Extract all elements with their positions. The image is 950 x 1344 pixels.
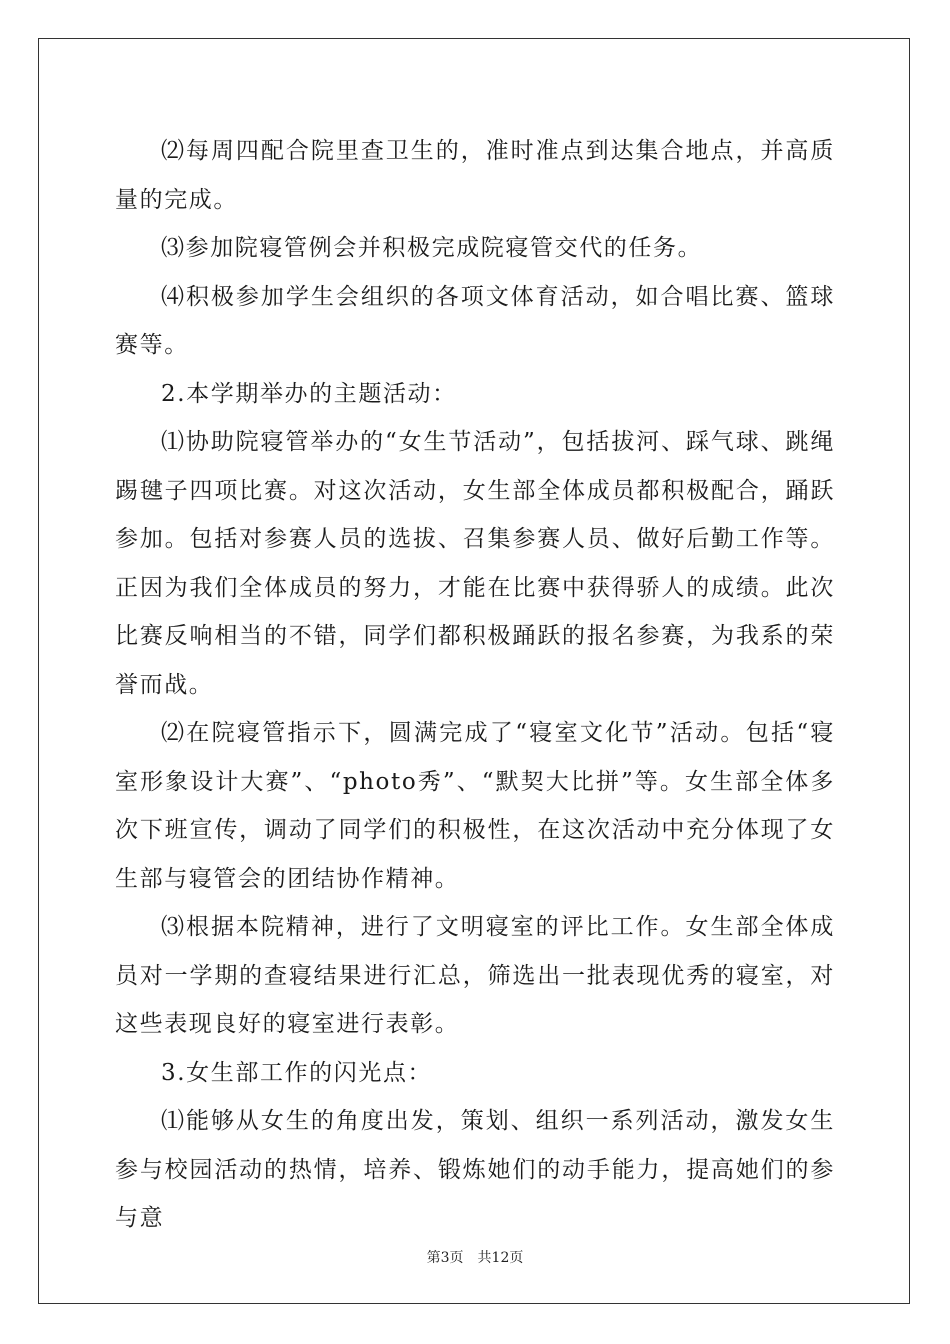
paragraph: ⑴协助院寝管举办的“女生节活动”，包括拔河、踩气球、跳绳踢毽子四项比赛。对这次活动，女生部全体成员都积极配合，踊跃参加。包括对参赛人员的选拔、召集参赛人员、做好后勤工作等。正因为我们全体成员的努力，才能在比赛中获得骄人的成绩。此次比赛反响相当的不错，同学们都积极踊跃的报名参赛，为我系的荣誉而战。 xyxy=(115,429,835,698)
paragraph: ⑷积极参加学生会组织的各项文体育活动，如合唱比赛、篮球赛等。 xyxy=(115,283,835,358)
page-total: 共12页 xyxy=(477,1250,524,1266)
section-heading: 2.本学期举办的主题活动： xyxy=(161,380,457,407)
document-body xyxy=(115,127,835,1243)
paragraph: ⑵每周四配合院里查卫生的，准时准点到达集合地点，并高质量的完成。 xyxy=(115,138,835,213)
page-number: 第3页 xyxy=(426,1250,464,1266)
paragraph: ⑵在院寝管指示下，圆满完成了“寝室文化节”活动。包括“寝室形象设计大赛”、“photo秀”、“默契大比拼”等。女生部全体多次下班宣传，调动了同学们的积极性，在这次活动中充分体现了女生部与寝管会的团结协作精神。 xyxy=(115,720,835,892)
section-heading: 3.女生部工作的闪光点： xyxy=(161,1059,433,1086)
paragraph: ⑶参加院寝管例会并积极完成院寝管交代的任务。 xyxy=(161,235,703,261)
paragraph: ⑶根据本院精神，进行了文明寝室的评比工作。女生部全体成员对一学期的查寝结果进行汇总，筛选出一批表现优秀的寝室，对这些表现良好的寝室进行表彰。 xyxy=(115,914,835,1037)
page-footer xyxy=(0,1247,950,1267)
paragraph: ⑴能够从女生的角度出发，策划、组织一系列活动，激发女生参与校园活动的热情，培养、锻炼她们的动手能力，提高她们的参与意 xyxy=(115,1108,835,1231)
